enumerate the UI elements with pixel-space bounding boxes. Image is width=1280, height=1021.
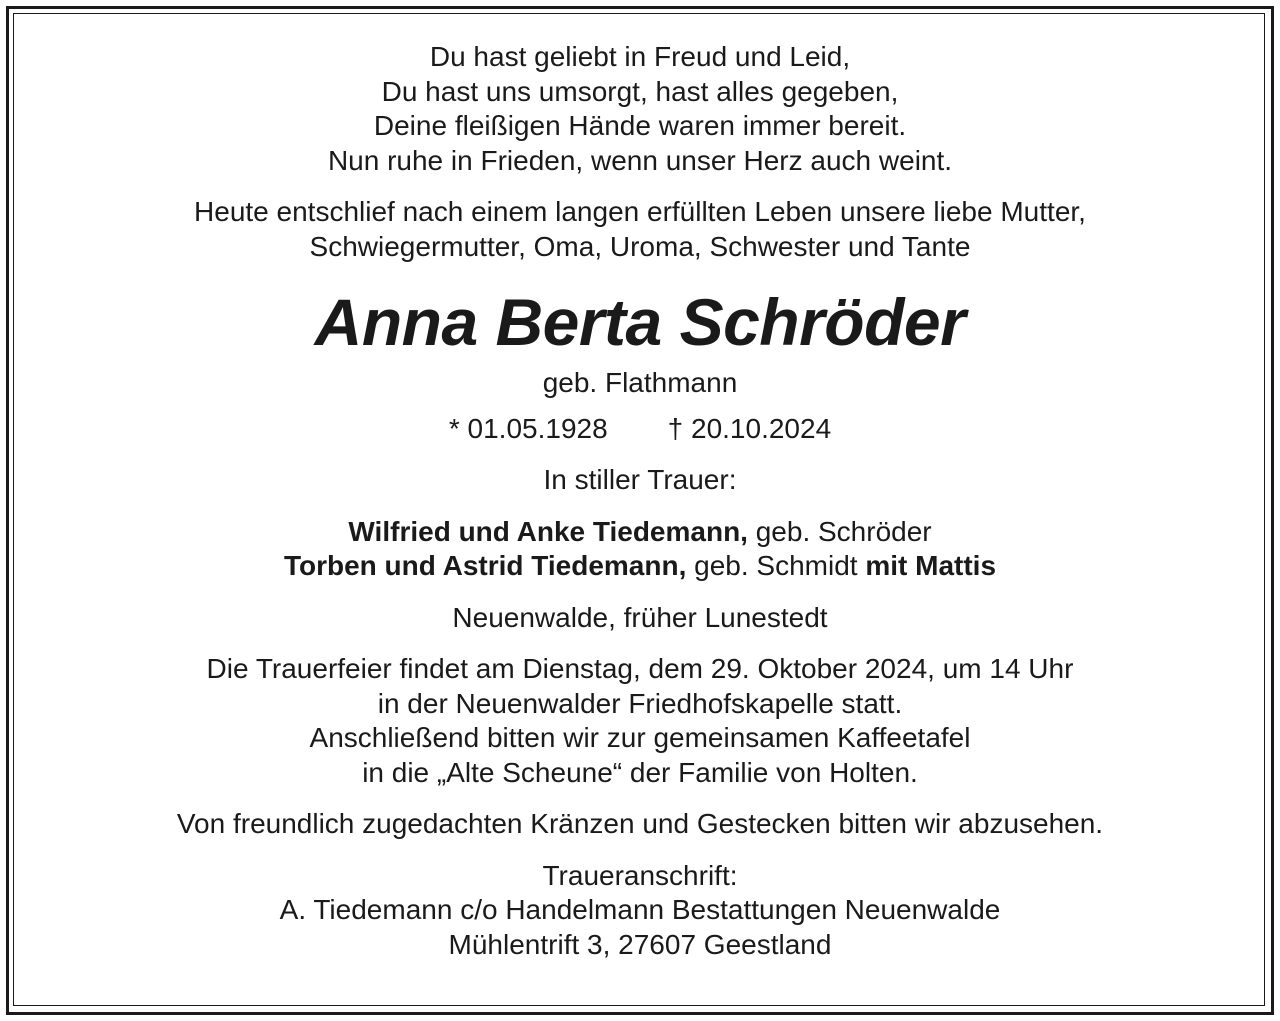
address-label: Traueranschrift: — [542, 859, 738, 891]
mourner-note: geb. Schmidt — [686, 550, 866, 581]
death-date: † 20.10.2024 — [667, 412, 832, 444]
announcement-line: Heute entschlief nach einem langen erfüllten Leben unsere liebe Mutter, — [194, 196, 1086, 227]
mourner-note: geb. Schröder — [747, 515, 932, 547]
wreath-note: Von freundlich zugedachten Kränzen und Gestecken bitten wir abzusehen. — [176, 808, 1104, 839]
ceremony-line: in der Neuenwalder Friedhofskapelle statt. — [377, 687, 903, 719]
poem-line: Du hast geliebt in Freud und Leid, — [429, 41, 851, 72]
poem-line: Deine fleißigen Hände waren immer bereit. — [373, 110, 907, 141]
ceremony-line: Die Trauerfeier findet am Dienstag, dem 29. Oktober 2024, um 14 Uhr — [206, 653, 1074, 684]
mourning-intro: In stiller Trauer: — [543, 464, 737, 495]
ceremony-line: in die „Alte Scheune“ der Familie von Holten. — [362, 756, 918, 788]
ceremony-line: Anschließend bitten wir zur gemeinsamen Kaffeetafel — [309, 722, 971, 753]
mourner-line — [20, 515, 1260, 550]
mourner-names: Wilfried und Anke Tiedemann, — [348, 515, 748, 547]
birth-name: geb. Flathmann — [542, 367, 738, 398]
mourner-line — [20, 549, 1260, 584]
announcement-line: Schwiegermutter, Oma, Uroma, Schwester und Tante — [309, 230, 971, 262]
mourner-extra: mit Mattis — [865, 550, 997, 581]
mourning-address — [20, 859, 1260, 963]
announcement — [20, 195, 1260, 264]
poem-line: Du hast uns umsorgt, hast alles gegeben, — [381, 75, 899, 107]
life-dates — [20, 412, 1260, 447]
location: Neuenwalde, früher Lunestedt — [452, 601, 828, 633]
poem — [20, 40, 1260, 178]
birth-date: * 01.05.1928 — [448, 412, 608, 444]
address-line: Mühlentrift 3, 27607 Geestland — [448, 928, 832, 960]
obituary-notice — [20, 40, 1260, 962]
ceremony-info — [20, 652, 1260, 790]
mourners-list — [20, 515, 1260, 584]
address-line: A. Tiedemann c/o Handelmann Bestattungen Neuenwalde — [279, 894, 1001, 925]
deceased-name: Anna Berta Schröder — [314, 285, 966, 359]
mourner-names: Torben und Astrid Tiedemann, — [283, 550, 687, 581]
poem-line: Nun ruhe in Frieden, wenn unser Herz auch weint. — [327, 144, 953, 176]
